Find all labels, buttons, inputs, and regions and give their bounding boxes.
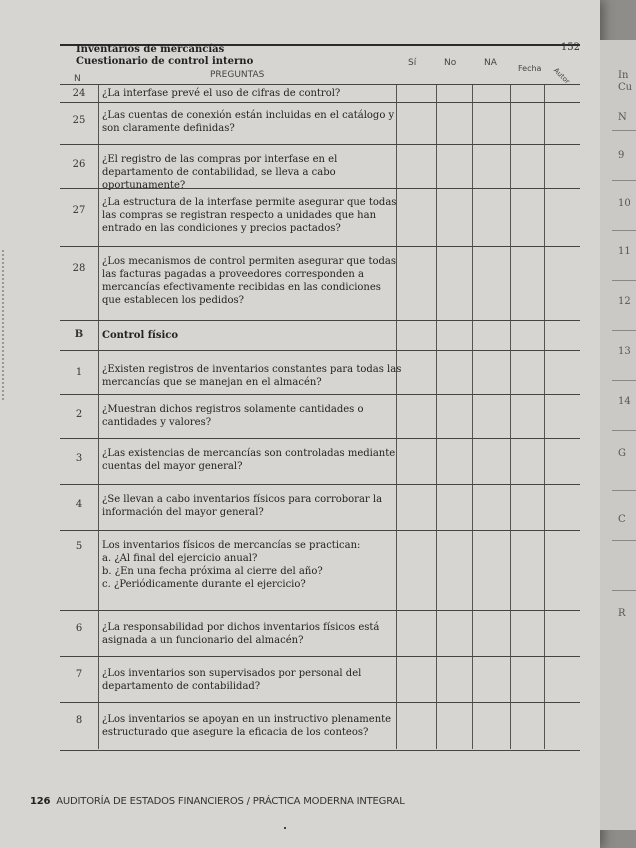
question-text: ¿La interfase prevé el uso de cifras de control? xyxy=(102,88,341,99)
footer-book-title: AUDITORÍA DE ESTADOS FINANCIEROS / PRÁCTICA MODERNA INTEGRAL xyxy=(56,796,405,807)
col-fecha: Fecha xyxy=(518,64,542,73)
side-divider xyxy=(612,490,636,491)
side-divider xyxy=(612,180,636,181)
question-intro: Los inventarios físicos de mercancías se practican: xyxy=(102,540,361,551)
table-row xyxy=(60,144,580,189)
side-fragment: 9 xyxy=(618,150,625,161)
col-na: NA xyxy=(484,58,497,68)
side-fragment: G xyxy=(618,448,626,459)
question-text: ¿Muestran dichos registros solamente cantidades o cantidades y valores? xyxy=(102,404,364,428)
side-divider xyxy=(612,590,636,591)
question-text: ¿Los inventarios son supervisados por personal del departamento de contabilidad? xyxy=(102,668,362,692)
side-fragment: 14 xyxy=(618,396,631,407)
row-number: 7 xyxy=(75,669,83,680)
row-number: 27 xyxy=(72,205,86,216)
table-row xyxy=(60,438,580,485)
question-text: ¿La estructura de la interfase permite asegurar que todas las compras se registran respecto a unidades que han entrado en las condiciones y precios pactados? xyxy=(102,197,397,234)
col-preguntas: PREGUNTAS xyxy=(210,70,265,80)
question-text xyxy=(102,539,402,591)
row-number: 26 xyxy=(72,159,86,170)
row-number: 24 xyxy=(72,88,86,99)
col-no: No xyxy=(444,58,457,68)
table-title: Inventarios de mercancías xyxy=(76,44,225,55)
side-fragment: 12 xyxy=(618,296,631,307)
question-text: ¿El registro de las compras por interfase en el departamento de contabilidad, se lleva a cabo oportunamente? xyxy=(102,154,338,191)
side-divider xyxy=(612,430,636,431)
row-number: 5 xyxy=(75,541,83,552)
section-title: Control físico xyxy=(102,330,179,341)
side-fragment: 13 xyxy=(618,346,631,357)
table-row xyxy=(60,246,580,321)
table-row xyxy=(60,84,580,103)
row-number: 6 xyxy=(75,623,83,634)
side-fragment: C xyxy=(618,514,626,525)
question-text: ¿La responsabilidad por dichos inventarios físicos está asignada a un funcionario del almacén? xyxy=(102,622,380,646)
row-number: 28 xyxy=(72,263,86,274)
row-number: 4 xyxy=(75,499,83,510)
table-row xyxy=(60,610,580,657)
side-divider xyxy=(612,130,636,131)
question-text: ¿Los inventarios se apoyan en un instructivo plenamente estructurado que asegure la eficacia de los conteos? xyxy=(102,714,392,738)
margin-binding xyxy=(2,250,16,400)
side-fragment: R xyxy=(618,608,626,619)
checklist-table xyxy=(60,44,580,749)
question-text: ¿Las cuentas de conexión están incluidas en el catálogo y son claramente definidas? xyxy=(102,110,395,134)
row-number: 25 xyxy=(72,115,86,126)
adjacent-page xyxy=(600,40,636,830)
question-text: ¿Los mecanismos de control permiten asegurar que todas las facturas pagadas a proveedores corresponden a mercancías efectivamente recibidas en las condiciones que establecen los pedidos? xyxy=(102,256,396,306)
table-row xyxy=(60,102,580,145)
col-autor: Autor xyxy=(551,66,572,86)
row-number: 8 xyxy=(75,715,83,726)
side-fragment: Cu xyxy=(618,82,633,93)
side-divider xyxy=(612,380,636,381)
footer-page-number: 126 xyxy=(30,796,51,807)
option-a: a. ¿Al final del ejercicio anual? xyxy=(102,553,258,564)
side-divider xyxy=(612,330,636,331)
page-footer xyxy=(30,796,405,807)
side-divider xyxy=(612,230,636,231)
side-fragment: 11 xyxy=(618,246,631,257)
table-row xyxy=(60,394,580,439)
row-number: 1 xyxy=(75,367,83,378)
side-divider xyxy=(612,540,636,541)
section-letter: B xyxy=(74,329,84,340)
question-text: ¿Se llevan a cabo inventarios físicos para corroborar la información del mayor general? xyxy=(102,494,383,518)
table-row xyxy=(60,188,580,247)
dust-mark xyxy=(284,827,286,829)
question-text: ¿Las existencias de mercancías son controladas mediante cuentas del mayor general? xyxy=(102,448,396,472)
side-fragment: In xyxy=(618,70,629,81)
table-row xyxy=(60,530,580,611)
side-divider xyxy=(612,280,636,281)
table-row xyxy=(60,350,580,395)
section-row xyxy=(60,320,580,351)
side-fragment: 10 xyxy=(618,198,631,209)
table-row xyxy=(60,484,580,531)
option-b: b. ¿En una fecha próxima al cierre del año? xyxy=(102,566,323,577)
row-number: 3 xyxy=(75,453,83,464)
side-fragment: N xyxy=(618,112,627,123)
table-subtitle: Cuestionario de control interno xyxy=(76,56,254,67)
col-n: N xyxy=(74,74,81,84)
question-text: ¿Existen registros de inventarios constantes para todas las mercancías que se manejan en el almacén? xyxy=(102,364,402,388)
option-c: c. ¿Periódicamente durante el ejercicio? xyxy=(102,579,306,590)
row-number: 2 xyxy=(75,409,83,420)
col-si: Sí xyxy=(408,58,417,68)
table-row xyxy=(60,702,580,751)
table-row xyxy=(60,656,580,703)
table-header xyxy=(60,44,580,86)
corner-page-number: 152 xyxy=(560,42,580,53)
